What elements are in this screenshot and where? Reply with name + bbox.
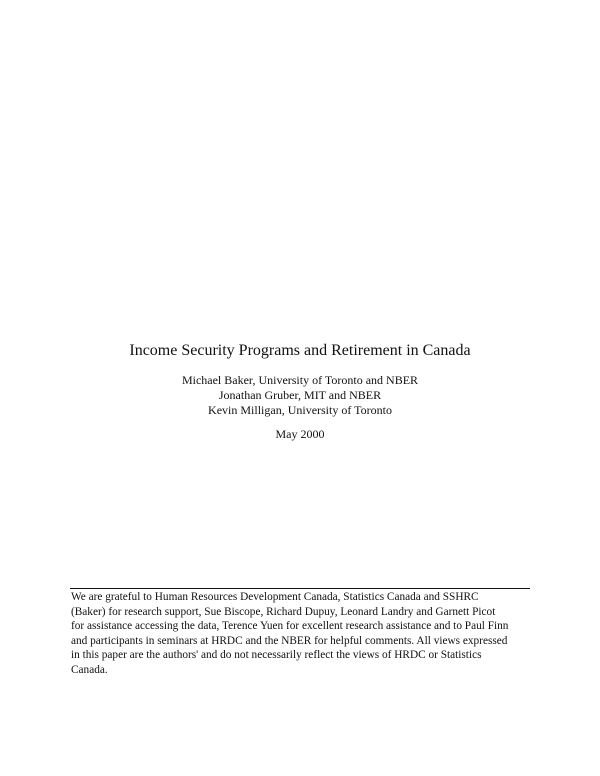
author-line: Kevin Milligan, University of Toronto xyxy=(208,403,392,417)
author-list xyxy=(0,373,600,418)
paper-title: Income Security Programs and Retirement in Canada xyxy=(129,342,471,359)
author-line: Michael Baker, University of Toronto and NBER xyxy=(181,373,419,387)
footnote-line: We are grateful to Human Resources Development Canada, Statistics Canada and SSHRC xyxy=(71,591,479,603)
author-line: Jonathan Gruber, MIT and NBER xyxy=(218,388,382,402)
footnote-divider xyxy=(70,588,530,589)
footnote-line: for assistance accessing the data, Terence Yuen for excellent research assistance and to Paul Finn xyxy=(71,620,509,633)
footnote-line: (Baker) for research support, Sue Biscope, Richard Dupuy, Leonard Landry and Garnett Picot xyxy=(71,605,496,618)
footnote-line: Canada. xyxy=(71,663,108,676)
acknowledgment-footnote xyxy=(71,590,541,678)
footnote-line: in this paper are the authors' and do not necessarily reflect the views of HRDC or Statistics xyxy=(71,649,482,662)
footnote-line: and participants in seminars at HRDC and the NBER for helpful comments. All views expressed xyxy=(71,634,508,647)
paper-date: May 2000 xyxy=(275,427,325,441)
